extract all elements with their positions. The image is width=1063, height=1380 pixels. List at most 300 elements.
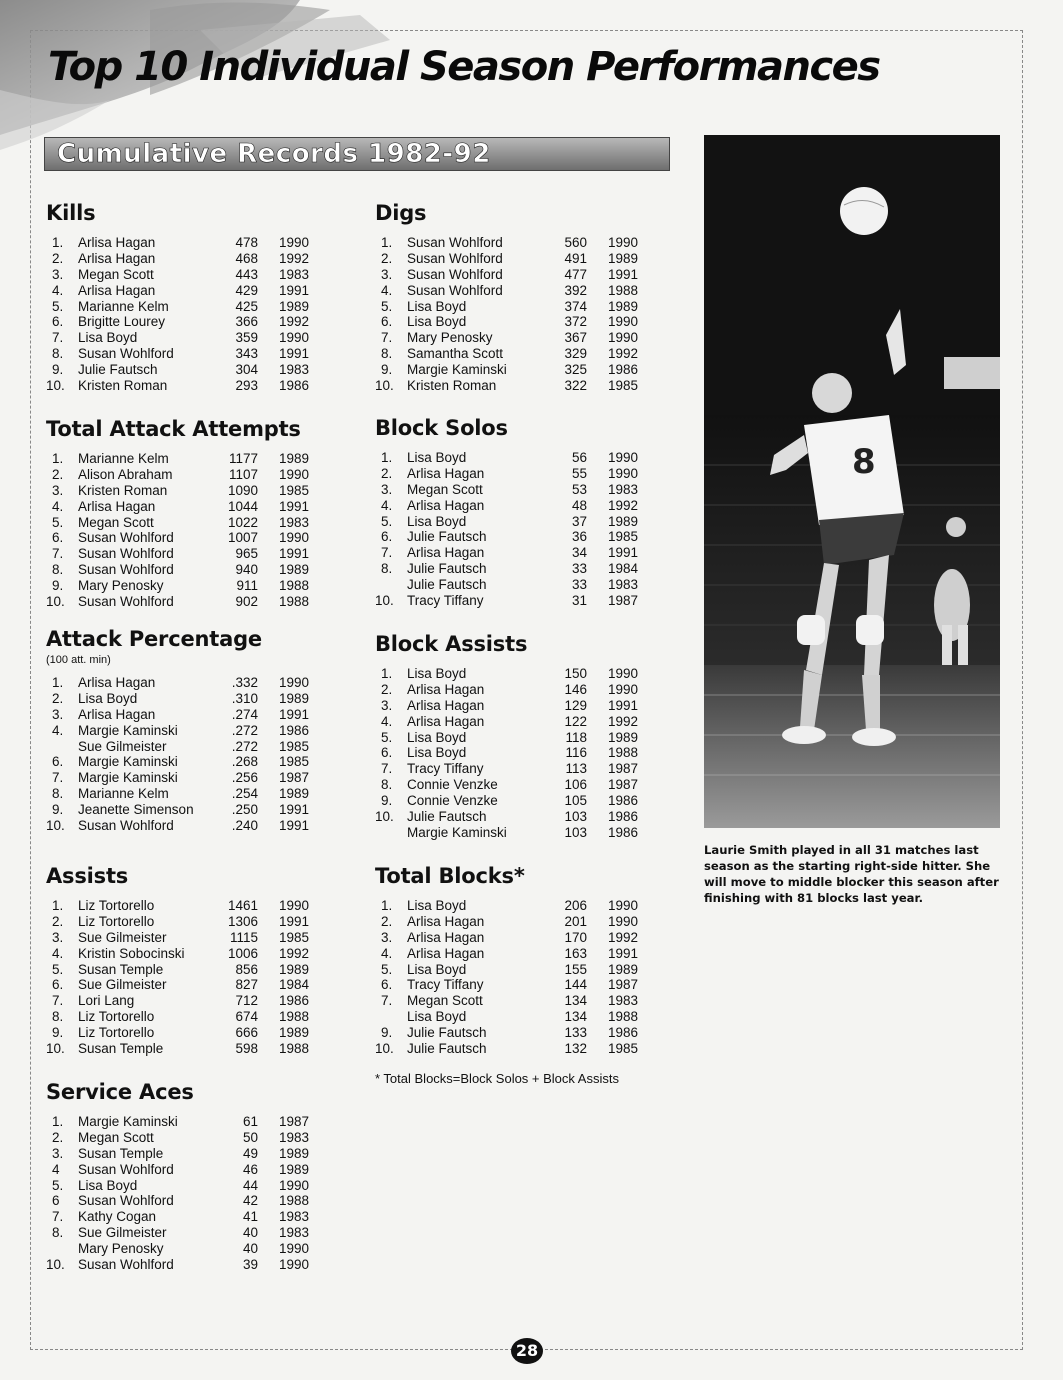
record-row <box>375 1009 675 1025</box>
stat-value: 856 <box>235 961 258 977</box>
player-name: Arlisa Hagan <box>78 282 156 298</box>
season-year: 1989 <box>279 961 310 977</box>
record-row <box>46 946 346 962</box>
player-name: Julie Fautsch <box>407 1041 487 1057</box>
stat-value: 122 <box>564 713 587 729</box>
rank-label: 6. <box>381 977 393 993</box>
season-year: 1985 <box>608 529 639 545</box>
record-row <box>46 346 346 362</box>
season-year: 1991 <box>279 498 310 514</box>
record-row <box>46 1257 346 1273</box>
player-name: Lisa Boyd <box>78 1177 138 1193</box>
stat-value: 1006 <box>227 945 258 961</box>
player-name: Lisa Boyd <box>407 745 467 761</box>
rank-label: 7. <box>52 1209 64 1225</box>
record-row <box>46 723 346 739</box>
stat-value: 155 <box>564 961 587 977</box>
player-name: Marianne Kelm <box>78 786 169 802</box>
stat-value: 827 <box>235 977 258 993</box>
record-row <box>46 530 346 546</box>
season-year: 1988 <box>608 745 639 761</box>
player-name: Lisa Boyd <box>407 729 467 745</box>
stat-value: 1007 <box>227 530 258 546</box>
rank-label: 4. <box>381 282 393 298</box>
record-row <box>46 1130 346 1146</box>
service-aces-section <box>46 1080 346 1273</box>
season-year: 1991 <box>279 546 310 562</box>
rank-label: 5. <box>52 1177 64 1193</box>
stat-value: 105 <box>564 793 587 809</box>
player-name: Arlisa Hagan <box>407 681 485 697</box>
season-year: 1990 <box>279 466 310 482</box>
record-row <box>375 314 675 330</box>
season-year: 1991 <box>279 802 310 818</box>
assists-section <box>46 864 346 1057</box>
rank-label: 7. <box>52 546 64 562</box>
player-name: Julie Fautsch <box>407 561 487 577</box>
player-name: Lisa Boyd <box>407 666 467 681</box>
player-name: Liz Tortorello <box>78 898 155 913</box>
season-year: 1986 <box>608 1025 639 1041</box>
record-row <box>375 482 675 498</box>
season-year: 1991 <box>279 913 310 929</box>
stat-value: 42 <box>242 1193 258 1209</box>
player-name: Lisa Boyd <box>78 330 138 346</box>
stat-value: 1044 <box>227 498 258 514</box>
player-name: Kristen Roman <box>407 378 497 394</box>
player-name: Alison Abraham <box>78 466 173 482</box>
season-year: 1986 <box>608 362 639 378</box>
season-year: 1984 <box>279 977 310 993</box>
player-name: Susan Wohlford <box>78 1257 174 1273</box>
player-name: Susan Wohlford <box>407 250 503 266</box>
player-name: Arlisa Hagan <box>407 713 485 729</box>
rank-label: 4. <box>381 497 393 513</box>
season-year: 1988 <box>608 1009 639 1025</box>
stat-value: 598 <box>235 1041 258 1057</box>
rank-label: 2. <box>52 250 64 266</box>
season-year: 1991 <box>279 818 310 834</box>
section-heading: Attack Percentage <box>46 627 262 651</box>
record-row <box>46 378 346 394</box>
stat-value: 911 <box>236 578 258 594</box>
rank-label: 10. <box>46 378 65 394</box>
player-name: Susan Temple <box>78 1145 164 1161</box>
season-year: 1992 <box>279 314 310 330</box>
player-name: Arlisa Hagan <box>407 465 485 481</box>
stat-value: 134 <box>564 993 587 1009</box>
stat-value: 304 <box>235 362 258 378</box>
player-name: Margie Kaminski <box>407 362 507 378</box>
record-row <box>375 793 675 809</box>
record-row <box>46 1162 346 1178</box>
season-year: 1985 <box>279 754 310 770</box>
player-name: Arlisa Hagan <box>78 675 156 690</box>
block-assists-section <box>375 632 675 841</box>
rank-label: 5. <box>52 961 64 977</box>
stat-value: 36 <box>571 529 587 545</box>
season-year: 1983 <box>608 993 639 1009</box>
stat-value: 392 <box>564 282 587 298</box>
record-row <box>46 786 346 802</box>
season-year: 1990 <box>608 330 639 346</box>
record-row <box>375 466 675 482</box>
season-year: 1990 <box>608 235 639 250</box>
stat-value: 206 <box>564 898 587 913</box>
player-name: Lori Lang <box>78 993 135 1009</box>
rank-label: 10. <box>375 1041 394 1057</box>
player-name: Marianne Kelm <box>78 298 169 314</box>
rank-label: 10. <box>46 1041 65 1057</box>
stat-value: 322 <box>564 378 587 394</box>
season-year: 1991 <box>608 545 639 561</box>
player-name: Mary Penosky <box>78 1241 164 1257</box>
record-row <box>46 1178 346 1194</box>
rank-label: 2. <box>381 465 393 481</box>
record-row <box>46 707 346 723</box>
stat-value: 343 <box>235 346 258 362</box>
record-row <box>46 930 346 946</box>
player-name: Kristen Roman <box>78 378 168 394</box>
player-name: Sue Gilmeister <box>78 929 167 945</box>
player-name: Margie Kaminski <box>78 1114 178 1129</box>
stat-value: 712 <box>235 993 258 1009</box>
record-list <box>375 898 675 1057</box>
rank-label: 3. <box>52 266 64 282</box>
record-list <box>375 450 675 609</box>
record-row <box>375 235 675 251</box>
season-year: 1989 <box>279 786 310 802</box>
record-row <box>375 577 675 593</box>
photo-caption: Laurie Smith played in all 31 matches last season as the starting right-side hitter. She will move to middle blocker this season after finishing with 81 blocks last year. <box>704 843 999 905</box>
season-year: 1989 <box>279 1025 310 1041</box>
player-name: Lisa Boyd <box>407 450 467 465</box>
season-year: 1991 <box>279 706 310 722</box>
record-list <box>46 451 346 610</box>
rank-label: 6. <box>52 754 64 770</box>
rank-label: 3. <box>52 482 64 498</box>
player-name: Susan Wohlford <box>78 1193 174 1209</box>
season-year: 1990 <box>279 330 310 346</box>
record-list <box>46 898 346 1057</box>
rank-label: 3. <box>52 706 64 722</box>
player-name: Julie Fautsch <box>407 1025 487 1041</box>
record-row <box>46 993 346 1009</box>
season-year: 1987 <box>279 1114 310 1129</box>
stat-value: 33 <box>571 561 587 577</box>
rank-label: 4. <box>52 282 64 298</box>
volleyball-player-photo <box>704 135 1000 828</box>
season-year: 1990 <box>279 235 310 250</box>
season-year: 1991 <box>608 945 639 961</box>
season-year: 1985 <box>279 929 310 945</box>
jersey-number: 8 <box>852 442 876 482</box>
player-name: Julie Fautsch <box>407 529 487 545</box>
rank-label: 8. <box>381 561 393 577</box>
player-name: Arlisa Hagan <box>78 235 156 250</box>
minimum-note: (100 att. min) <box>46 654 111 666</box>
player-name: Lisa Boyd <box>407 513 467 529</box>
total-blocks-footnote: * Total Blocks=Block Solos + Block Assists <box>375 1071 619 1086</box>
player-name: Sue Gilmeister <box>78 738 167 754</box>
rank-label: 4 <box>52 1161 60 1177</box>
stat-value: 133 <box>564 1025 587 1041</box>
season-year: 1989 <box>608 513 639 529</box>
record-row <box>46 314 346 330</box>
section-heading: Digs <box>375 201 427 225</box>
section-heading: Block Assists <box>375 632 528 656</box>
stat-value: 1107 <box>228 466 258 482</box>
stat-value: 477 <box>564 266 587 282</box>
record-row <box>46 691 346 707</box>
season-year: 1990 <box>608 465 639 481</box>
record-row <box>375 514 675 530</box>
record-row <box>46 1209 346 1225</box>
season-year: 1990 <box>279 898 310 913</box>
rank-label: 8. <box>381 346 393 362</box>
stat-value: 425 <box>235 298 258 314</box>
rank-label: 2. <box>52 690 64 706</box>
season-year: 1985 <box>279 482 310 498</box>
season-year: 1987 <box>279 770 310 786</box>
record-row <box>46 802 346 818</box>
rank-label: 8. <box>381 777 393 793</box>
record-row <box>46 235 346 251</box>
record-row <box>375 946 675 962</box>
player-name: Jeanette Simenson <box>78 802 194 818</box>
digs-section <box>375 201 675 394</box>
player-name: Lisa Boyd <box>407 961 467 977</box>
stat-value: 34 <box>571 545 587 561</box>
rank-label: 10. <box>46 594 65 610</box>
rank-label: 6. <box>381 745 393 761</box>
season-year: 1989 <box>608 298 639 314</box>
season-year: 1991 <box>608 266 639 282</box>
season-year: 1983 <box>279 1209 310 1225</box>
stat-value: 40 <box>242 1225 258 1241</box>
player-name: Margie Kaminski <box>407 824 507 840</box>
player-name: Liz Tortorello <box>78 913 155 929</box>
stat-value: 491 <box>564 250 587 266</box>
record-row <box>46 739 346 755</box>
rank-label: 3. <box>381 697 393 713</box>
rank-label: 2. <box>381 913 393 929</box>
record-row <box>46 1241 346 1257</box>
rank-label: 4. <box>381 713 393 729</box>
rank-label: 3. <box>381 929 393 945</box>
player-name: Susan Wohlford <box>78 562 174 578</box>
rank-label: 1. <box>52 898 64 913</box>
stat-value: .332 <box>231 675 258 690</box>
stat-value: 325 <box>564 362 587 378</box>
player-name: Samantha Scott <box>407 346 504 362</box>
rank-label: 7. <box>52 770 64 786</box>
rank-label: 10. <box>375 378 394 394</box>
player-name: Lisa Boyd <box>407 298 467 314</box>
stat-value: 106 <box>564 777 587 793</box>
rank-label: 1. <box>381 898 393 913</box>
section-heading: Assists <box>46 864 129 888</box>
cumulative-records-banner <box>44 137 670 171</box>
stat-value: .310 <box>231 690 258 706</box>
record-row <box>46 1146 346 1162</box>
season-year: 1985 <box>608 378 639 394</box>
stat-value: 41 <box>242 1209 258 1225</box>
player-name: Lisa Boyd <box>78 690 138 706</box>
season-year: 1986 <box>608 793 639 809</box>
rank-label: 7. <box>381 761 393 777</box>
banner-text: Cumulative Records 1982-92 <box>57 139 491 169</box>
rank-label: 1. <box>381 235 393 250</box>
stat-value: .256 <box>231 770 258 786</box>
rank-label: 4. <box>52 722 64 738</box>
record-row <box>375 267 675 283</box>
stat-value: .272 <box>231 722 258 738</box>
season-year: 1989 <box>279 690 310 706</box>
record-row <box>375 593 675 609</box>
stat-value: 163 <box>564 945 587 961</box>
player-name: Julie Fautsch <box>407 577 487 593</box>
stat-value: .272 <box>231 738 258 754</box>
season-year: 1990 <box>608 666 639 681</box>
player-name: Sue Gilmeister <box>78 977 167 993</box>
rank-label: 5. <box>381 298 393 314</box>
stat-value: 53 <box>571 481 587 497</box>
record-row <box>46 1041 346 1057</box>
rank-label: 6. <box>52 977 64 993</box>
record-row <box>46 578 346 594</box>
rank-label: 9. <box>52 578 64 594</box>
total-blocks-section <box>375 864 675 1057</box>
season-year: 1992 <box>608 713 639 729</box>
record-row <box>375 930 675 946</box>
stat-value: 129 <box>564 697 587 713</box>
record-row <box>46 962 346 978</box>
season-year: 1992 <box>608 346 639 362</box>
block-solos-section <box>375 416 675 609</box>
record-list <box>46 675 346 834</box>
stat-value: 666 <box>235 1025 258 1041</box>
rank-label: 1. <box>52 451 64 466</box>
record-row <box>375 283 675 299</box>
stat-value: 40 <box>242 1241 258 1257</box>
rank-label: 1. <box>52 235 64 250</box>
stat-value: 46 <box>242 1161 258 1177</box>
stat-value: 1177 <box>228 451 258 466</box>
stat-value: 103 <box>564 809 587 825</box>
season-year: 1986 <box>279 722 310 738</box>
rank-label: 6. <box>52 530 64 546</box>
rank-label: 2. <box>52 913 64 929</box>
total-attack-attempts-section <box>46 417 346 610</box>
season-year: 1989 <box>279 1145 310 1161</box>
season-year: 1985 <box>608 1041 639 1057</box>
stat-value: 293 <box>235 378 258 394</box>
player-name: Susan Wohlford <box>78 546 174 562</box>
record-row <box>375 1025 675 1041</box>
section-heading: Block Solos <box>375 416 508 440</box>
stat-value: 55 <box>571 465 587 481</box>
season-year: 1989 <box>279 1161 310 1177</box>
stat-value: 367 <box>564 330 587 346</box>
player-name: Susan Wohlford <box>407 235 503 250</box>
rank-label: 8. <box>52 1225 64 1241</box>
record-row <box>46 818 346 834</box>
rank-label: 1. <box>381 666 393 681</box>
stat-value: 468 <box>235 250 258 266</box>
season-year: 1991 <box>608 697 639 713</box>
rank-label: 2. <box>381 681 393 697</box>
record-row <box>46 267 346 283</box>
stat-value: 49 <box>242 1145 258 1161</box>
record-row <box>375 666 675 682</box>
record-row <box>375 745 675 761</box>
record-row <box>46 1114 346 1130</box>
season-year: 1988 <box>279 1041 310 1057</box>
season-year: 1990 <box>279 530 310 546</box>
rank-label: 6. <box>381 529 393 545</box>
stat-value: 201 <box>564 913 587 929</box>
stat-value: 478 <box>235 235 258 250</box>
season-year: 1992 <box>608 929 639 945</box>
season-year: 1983 <box>608 481 639 497</box>
rank-label: 6. <box>381 314 393 330</box>
rank-label: 8. <box>52 786 64 802</box>
stat-value: 1306 <box>227 913 258 929</box>
rank-label: 9. <box>52 802 64 818</box>
rank-label: 7. <box>381 993 393 1009</box>
player-name: Megan Scott <box>78 266 154 282</box>
season-year: 1989 <box>279 298 310 314</box>
season-year: 1992 <box>608 497 639 513</box>
player-name: Tracy Tiffany <box>407 593 484 609</box>
stat-value: .240 <box>231 818 258 834</box>
season-year: 1986 <box>279 993 310 1009</box>
player-name: Arlisa Hagan <box>407 497 485 513</box>
season-year: 1983 <box>279 1225 310 1241</box>
stat-value: 443 <box>235 266 258 282</box>
stat-value: .254 <box>231 786 258 802</box>
player-name: Connie Venzke <box>407 793 498 809</box>
season-year: 1992 <box>279 945 310 961</box>
attack-percentage-section <box>46 627 346 834</box>
stat-value: 44 <box>242 1177 258 1193</box>
player-name: Tracy Tiffany <box>407 761 484 777</box>
rank-label: 3. <box>52 1145 64 1161</box>
season-year: 1991 <box>279 346 310 362</box>
season-year: 1985 <box>279 738 310 754</box>
season-year: 1983 <box>279 266 310 282</box>
page-title: Top 10 Individual Season Performances <box>48 44 880 90</box>
stat-value: 48 <box>571 497 587 513</box>
player-name: Megan Scott <box>407 481 483 497</box>
player-name: Connie Venzke <box>407 777 498 793</box>
kills-section <box>46 201 346 394</box>
player-name: Lisa Boyd <box>407 314 467 330</box>
record-row <box>375 977 675 993</box>
record-list <box>375 235 675 394</box>
stat-value: 150 <box>564 666 587 681</box>
rank-label: 5. <box>381 961 393 977</box>
rank-label: 8. <box>52 562 64 578</box>
record-row <box>375 761 675 777</box>
stat-value: 50 <box>242 1129 258 1145</box>
rank-label: 4. <box>381 945 393 961</box>
player-name: Marianne Kelm <box>78 451 169 466</box>
record-row <box>375 545 675 561</box>
stat-value: 674 <box>235 1009 258 1025</box>
season-year: 1990 <box>608 913 639 929</box>
